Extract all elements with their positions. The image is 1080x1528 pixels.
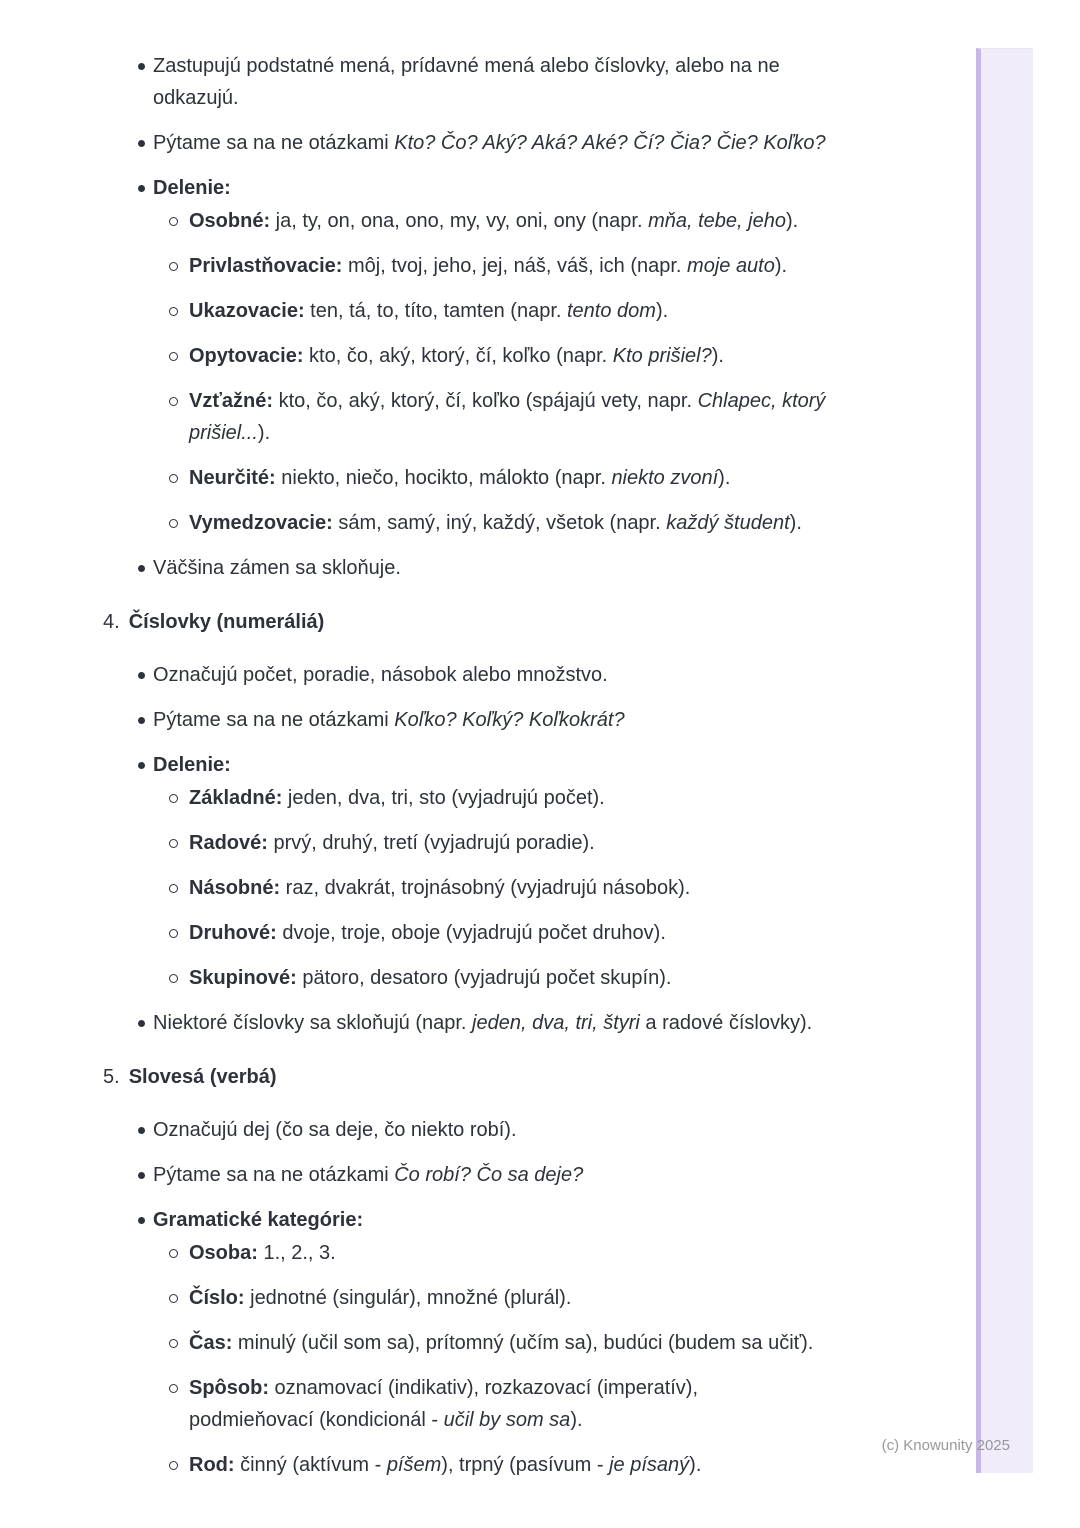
text-run: každý študent [666, 512, 790, 534]
text-run: je písaný [609, 1454, 690, 1476]
text-run: Číslo: [189, 1287, 245, 1309]
list-item [153, 782, 903, 814]
list-item [153, 340, 903, 372]
text-run: tento dom [567, 300, 656, 322]
text-run: Rod: [189, 1454, 235, 1476]
bullet-icon [138, 762, 145, 769]
text-run: ). [785, 210, 799, 232]
bullet-icon [138, 1127, 145, 1134]
text-run: môj, tvoj, jeho, jej, náš, váš, ich (napr. [342, 255, 688, 277]
list-item [103, 1007, 903, 1039]
text-run: ). [774, 255, 788, 277]
bullet-icon [138, 717, 145, 724]
text-run: moje auto [687, 255, 775, 277]
document-content [103, 50, 903, 1489]
text-run: Skupinové: [189, 967, 297, 989]
text-run: Pýtame sa na ne otázkami [153, 709, 395, 731]
section-heading [103, 1061, 903, 1093]
list-item [103, 127, 903, 159]
text-run: prišiel... [189, 422, 258, 444]
text-run: Zastupujú podstatné mená, prídavné mená alebo číslovky, alebo na ne [153, 55, 780, 77]
text-run: Označujú dej (čo sa deje, čo niekto robí). [153, 1119, 517, 1141]
circle-bullet-icon [169, 397, 178, 406]
text-run: ). [257, 422, 271, 444]
text-run: Gramatické kategórie: [153, 1209, 364, 1231]
text-run: Vymedzovacie: [189, 512, 333, 534]
text-run: 1., 2., 3. [257, 1242, 336, 1264]
bullet-icon [138, 185, 145, 192]
list-item [153, 385, 903, 449]
text-run: Delenie: [153, 754, 231, 776]
text-run: niekto zvoní [611, 467, 719, 489]
text-run: Pýtame sa na ne otázkami [153, 1164, 395, 1186]
text-run: Chlapec, ktorý [697, 390, 826, 412]
text-run: Ukazovacie: [189, 300, 305, 322]
bullet-icon [138, 1020, 145, 1027]
text-run: Opytovacie: [189, 345, 304, 367]
circle-bullet-icon [169, 519, 178, 528]
text-run: ). [655, 300, 669, 322]
list-item [153, 827, 903, 859]
heading-number: 4. [103, 611, 120, 633]
text-run: Základné: [189, 787, 283, 809]
list-item [103, 704, 903, 736]
text-run: Násobné: [189, 877, 281, 899]
text-run: a radové číslovky). [639, 1012, 813, 1034]
list-item [153, 462, 903, 494]
list-item [153, 1372, 903, 1436]
text-run: Označujú počet, poradie, násobok alebo množstvo. [153, 664, 608, 686]
text-run: prvý, druhý, tretí (vyjadrujú poradie). [267, 832, 595, 854]
text-run: jeden, dva, tri, štyri [472, 1012, 640, 1034]
bullet-icon [138, 63, 145, 70]
text-run: Väčšina zámen sa skloňuje. [153, 557, 401, 579]
circle-bullet-icon [169, 1384, 178, 1393]
list-item [103, 1114, 903, 1146]
heading-title: Číslovky (numeráliá) [128, 611, 325, 633]
text-run: dvoje, troje, oboje (vyjadrujú počet druhov). [276, 922, 666, 944]
text-run: Osobné: [189, 210, 271, 232]
text-run: ja, ty, on, ona, ono, my, vy, oni, ony (napr. [270, 210, 649, 232]
circle-bullet-icon [169, 352, 178, 361]
text-run: Kto prišiel? [612, 345, 712, 367]
text-run: Privlastňovacie: [189, 255, 343, 277]
page-margin-strip [976, 48, 1033, 1473]
bullet-icon [138, 140, 145, 147]
section-heading [103, 606, 903, 638]
text-run: kto, čo, aký, ktorý, čí, koľko (napr. [303, 345, 613, 367]
text-run: Pýtame sa na ne otázkami [153, 132, 395, 154]
text-run: raz, dvakrát, trojnásobný (vyjadrujú násobok). [280, 877, 691, 899]
bullet-icon [138, 672, 145, 679]
text-run: ). [570, 1409, 583, 1431]
circle-bullet-icon [169, 929, 178, 938]
circle-bullet-icon [169, 1294, 178, 1303]
sub-bullet-list [153, 782, 903, 994]
circle-bullet-icon [169, 262, 178, 271]
list-item [103, 659, 903, 691]
list-item [153, 295, 903, 327]
sub-bullet-list [153, 205, 903, 539]
circle-bullet-icon [169, 1339, 178, 1348]
text-run: Kto? Čo? Aký? Aká? Aké? Čí? Čia? Čie? Koľko? [394, 132, 826, 154]
copyright-watermark: (c) Knowunity 2025 [881, 1437, 1010, 1454]
bullet-list [103, 1114, 903, 1481]
text-run: ). [789, 512, 802, 534]
text-run: ), trpný (pasívum - [441, 1454, 610, 1476]
list-item [153, 1237, 903, 1269]
list-item [153, 1282, 903, 1314]
circle-bullet-icon [169, 794, 178, 803]
circle-bullet-icon [169, 1461, 178, 1470]
text-run: činný (aktívum - [234, 1454, 387, 1476]
circle-bullet-icon [169, 839, 178, 848]
list-item [103, 50, 903, 114]
bullet-list [103, 659, 903, 1039]
text-run: oznamovací (indikativ), rozkazovací (imperatív), [269, 1377, 699, 1399]
list-item [103, 172, 903, 539]
text-run: pätoro, desatoro (vyjadrujú počet skupín). [296, 967, 672, 989]
list-item [153, 1449, 903, 1481]
text-run: ten, tá, to, títo, tamten (napr. [304, 300, 567, 322]
text-run: ). [718, 467, 731, 489]
list-item [153, 872, 903, 904]
circle-bullet-icon [169, 217, 178, 226]
circle-bullet-icon [169, 307, 178, 316]
text-run: učil by som sa [443, 1409, 571, 1431]
text-run: niekto, niečo, hocikto, málokto (napr. [275, 467, 612, 489]
text-run: Koľko? Koľký? Koľkokrát? [394, 709, 625, 731]
bullet-list [103, 50, 903, 584]
text-run: Spôsob: [189, 1377, 269, 1399]
list-item [153, 205, 903, 237]
list-item [103, 552, 903, 584]
text-run: minulý (učil som sa), prítomný (učím sa), budúci (budem sa učiť). [232, 1332, 814, 1354]
text-run: ). [689, 1454, 702, 1476]
text-run: Niektoré číslovky sa skloňujú (napr. [153, 1012, 473, 1034]
sub-bullet-list [153, 1237, 903, 1481]
list-item [103, 1159, 903, 1191]
text-run: podmieňovací (kondicionál - [189, 1409, 444, 1431]
list-item [153, 250, 903, 282]
text-run: Druhové: [189, 922, 277, 944]
bullet-icon [138, 565, 145, 572]
text-run: Čas: [189, 1332, 233, 1354]
list-item [153, 507, 903, 539]
list-item [153, 917, 903, 949]
text-run: Čo robí? Čo sa deje? [394, 1164, 584, 1186]
text-run: mňa, tebe, jeho [648, 210, 786, 232]
circle-bullet-icon [169, 974, 178, 983]
list-item [153, 962, 903, 994]
text-run: Delenie: [153, 177, 231, 199]
text-run: Neurčité: [189, 467, 276, 489]
circle-bullet-icon [169, 474, 178, 483]
list-item [103, 749, 903, 994]
text-run: píšem [386, 1454, 442, 1476]
circle-bullet-icon [169, 884, 178, 893]
circle-bullet-icon [169, 1249, 178, 1258]
text-run: Osoba: [189, 1242, 258, 1264]
text-run: sám, samý, iný, každý, všetok (napr. [332, 512, 667, 534]
bullet-icon [138, 1217, 145, 1224]
list-item [103, 1204, 903, 1481]
list-item [153, 1327, 903, 1359]
text-run: Radové: [189, 832, 268, 854]
heading-title: Slovesá (verbá) [128, 1066, 277, 1088]
text-run: jednotné (singulár), množné (plurál). [244, 1287, 572, 1309]
text-run: ). [711, 345, 724, 367]
text-run: odkazujú. [153, 87, 239, 109]
text-run: Vzťažné: [189, 390, 274, 412]
bullet-icon [138, 1172, 145, 1179]
heading-number: 5. [103, 1066, 120, 1088]
text-run: kto, čo, aký, ktorý, čí, koľko (spájajú vety, napr. [273, 390, 698, 412]
text-run: jeden, dva, tri, sto (vyjadrujú počet). [282, 787, 605, 809]
